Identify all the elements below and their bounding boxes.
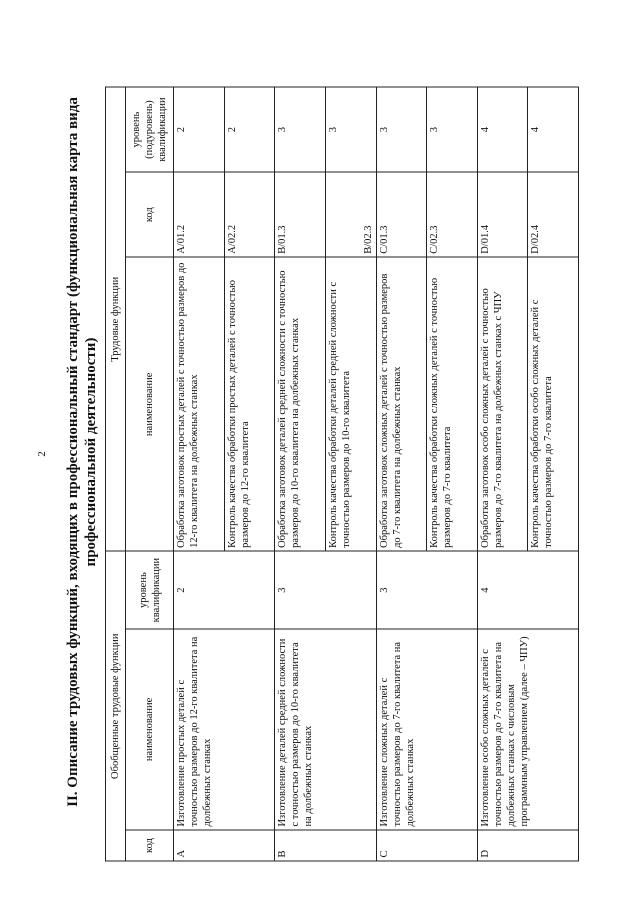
otf-level: 3 (275, 551, 376, 628)
tf-level: 2 (224, 87, 275, 172)
section-heading: II. Описание трудовых функций, входящих в профессиональный стандарт (функциональная карта вида профессиональной деятельности) (65, 97, 99, 807)
otf-code: A (174, 830, 275, 861)
tf-name: Контроль качества обработки деталей средней сложности с точностью размеров до 10-го квалитета (325, 257, 376, 551)
tf-code: A/01.2 (174, 172, 225, 257)
labor-functions-header: Трудовые функции (106, 87, 126, 551)
tf-name: Обработка заготовок сложных деталей с точностью размеров до 7-го квалитета на долбежных станках (376, 257, 427, 551)
page-number: 2 (36, 451, 48, 457)
col-tf-level-header: уровень (подуровень) квалификации (126, 87, 174, 172)
tf-name: Контроль качества обработки сложных деталей с точностью размеров до 7-го квалитета (427, 257, 478, 551)
otf-name: Изготовление сложных деталей с точностью размеров до 7-го квалитета на долбежных станках (376, 629, 477, 830)
tf-name: Обработка заготовок простых деталей с точностью размеров до 12-го квалитета на долбежных станках (174, 257, 225, 551)
tf-code: A/02.2 (224, 172, 275, 257)
functional-map-table-container (105, 87, 579, 862)
otf-code: C (376, 830, 477, 861)
table-row (174, 87, 225, 861)
tf-code: B/01.3 (275, 172, 326, 257)
tf-name: Обработка заготовок особо сложных деталей с точностью размеров до 7-го квалитета на долбежных станках с ЧПУ (477, 257, 528, 551)
tf-level: 3 (275, 87, 326, 172)
tf-code: D/01.4 (477, 172, 528, 257)
otf-name: Изготовление простых деталей с точностью размеров до 12-го квалитета на долбежных станках (174, 629, 275, 830)
otf-name: Изготовление особо сложных деталей с точностью размеров до 7-го квалитета на долбежных станках с числовым программным управлением (далее – ЧПУ) (477, 629, 578, 830)
col-tf-code-header: код (126, 172, 174, 257)
table-row (477, 87, 528, 861)
otf-level: 4 (477, 551, 578, 628)
tf-name: Обработка заготовок деталей средней сложности с точностью размеров до 10-го квалитета на долбежных станках (275, 257, 326, 551)
tf-level: 4 (528, 87, 579, 172)
otf-code: B (275, 830, 376, 861)
tf-level: 2 (174, 87, 225, 172)
otf-level: 2 (174, 551, 275, 628)
otf-code: D (477, 830, 578, 861)
tf-level: 3 (427, 87, 478, 172)
col-code-header: код (126, 830, 174, 861)
functional-map-table (105, 87, 579, 862)
generalized-functions-header: Обобщенные трудовые функции (106, 551, 126, 861)
tf-code: B/02.3 (325, 172, 376, 257)
col-name-header: наименование (126, 629, 174, 830)
col-level-header: уровень квалификации (126, 551, 174, 628)
tf-code: C/01.3 (376, 172, 427, 257)
tf-level: 4 (477, 87, 528, 172)
tf-name: Контроль качества обработки особо сложных деталей с точностью размеров до 7-го квалитета (528, 257, 579, 551)
tf-name: Контроль качества обработки простых деталей с точностью размеров до 12-го квалитета (224, 257, 275, 551)
otf-level: 3 (376, 551, 477, 628)
tf-level: 3 (376, 87, 427, 172)
table-row (275, 87, 326, 861)
tf-level: 3 (325, 87, 376, 172)
col-tf-name-header: наименование (126, 257, 174, 551)
table-row (376, 87, 427, 861)
otf-name: Изготовление деталей средней сложности с точностью размеров до 10-го квалитета на долбежных станках (275, 629, 376, 830)
tf-code: C/02.3 (427, 172, 478, 257)
tf-code: D/02.4 (528, 172, 579, 257)
